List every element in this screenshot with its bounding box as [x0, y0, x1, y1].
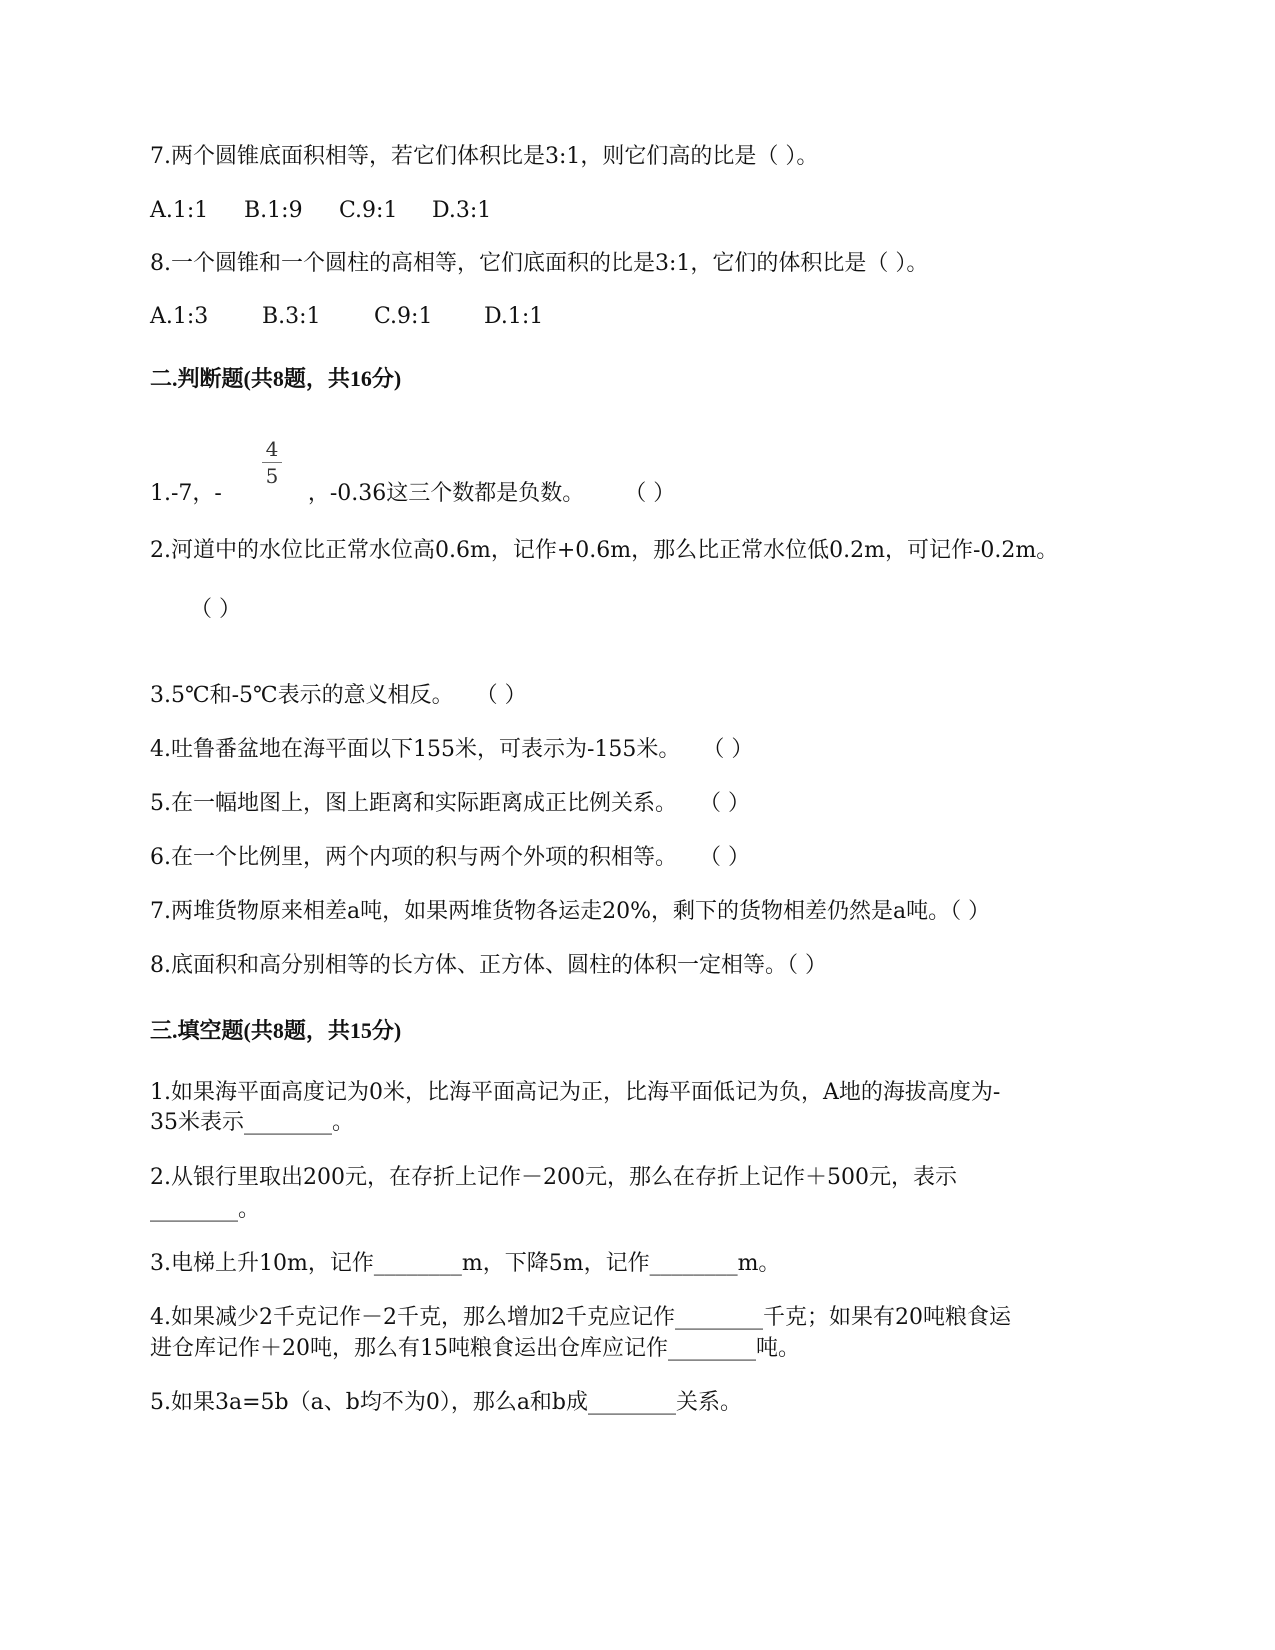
- fill-question-5: 5.如果3a=5b（a、b均不为0），那么a和b成________关系。: [150, 1390, 743, 1415]
- question-7-stem: 7.两个圆锥底面积相等，若它们体积比是3:1，则它们高的比是（ ）。: [150, 144, 819, 169]
- option-c: C.9:1: [339, 198, 398, 223]
- fraction-bar: [262, 462, 282, 463]
- judge-question-1: [150, 479, 675, 509]
- question-7-options: [150, 196, 491, 226]
- judge-q1-answer-paren: （ ）: [624, 481, 676, 506]
- judge-question-3: 3.5℃和-5℃表示的意义相反。 （ ）: [150, 683, 527, 708]
- judge-q2-answer-paren: （ ）: [190, 597, 241, 622]
- fill-question-3: 3.电梯上升10m，记作________m，下降5m，记作________m。: [150, 1251, 781, 1276]
- judge-question-6: 6.在一个比例里，两个内项的积与两个外项的积相等。 （ ）: [150, 845, 750, 870]
- judge-q1-suffix: ，-0.36这三个数都是负数。: [307, 481, 585, 506]
- fill-question-1-line-2: 35米表示________。: [150, 1110, 354, 1135]
- option-b: B.3:1: [262, 304, 321, 329]
- fraction-denominator: 5: [265, 464, 279, 488]
- option-a: A.1:3: [150, 304, 209, 329]
- judge-question-2: 2.河道中的水位比正常水位高0.6m，记作+0.6m，那么比正常水位低0.2m，可记作-0.2m。: [150, 538, 1059, 563]
- judge-question-4: 4.吐鲁番盆地在海平面以下155米，可表示为-155米。 （ ）: [150, 737, 754, 762]
- judge-question-7: 7.两堆货物原来相差a吨，如果两堆货物各运走20%，剩下的货物相差仍然是a吨。（ ）: [150, 899, 991, 924]
- option-d: D.3:1: [432, 198, 492, 223]
- fill-question-2-line-2: ________。: [150, 1197, 261, 1222]
- fill-question-4-line-2: 进仓库记作＋20吨，那么有15吨粮食运出仓库应记作________吨。: [150, 1336, 800, 1361]
- option-d: D.1:1: [484, 304, 544, 329]
- judge-q1-prefix: 1.-7，-: [150, 481, 222, 506]
- option-a: A.1:1: [150, 198, 209, 223]
- judge-question-5: 5.在一幅地图上，图上距离和实际距离成正比例关系。 （ ）: [150, 791, 750, 816]
- fill-question-4-line-1: 4.如果减少2千克记作－2千克，那么增加2千克应记作________千克；如果有20吨粮食运: [150, 1305, 1011, 1330]
- fill-question-1-line-1: 1.如果海平面高度记为0米，比海平面高记为正，比海平面低记为负，A地的海拔高度为-: [150, 1080, 1001, 1105]
- option-c: C.9:1: [374, 304, 433, 329]
- question-8-options: [150, 302, 543, 332]
- option-b: B.1:9: [244, 198, 303, 223]
- question-8-stem: 8.一个圆锥和一个圆柱的高相等，它们底面积的比是3:1，它们的体积比是（ ）。: [150, 251, 929, 276]
- fraction-numerator: 4: [265, 437, 279, 461]
- section-2-heading: 二.判断题(共8题，共16分): [150, 366, 402, 391]
- judge-question-8: 8.底面积和高分别相等的长方体、正方体、圆柱的体积一定相等。（ ）: [150, 953, 827, 978]
- fill-question-2-line-1: 2.从银行里取出200元，在存折上记作－200元，那么在存折上记作＋500元，表示: [150, 1165, 957, 1190]
- section-3-heading: 三.填空题(共8题，共15分): [150, 1018, 402, 1043]
